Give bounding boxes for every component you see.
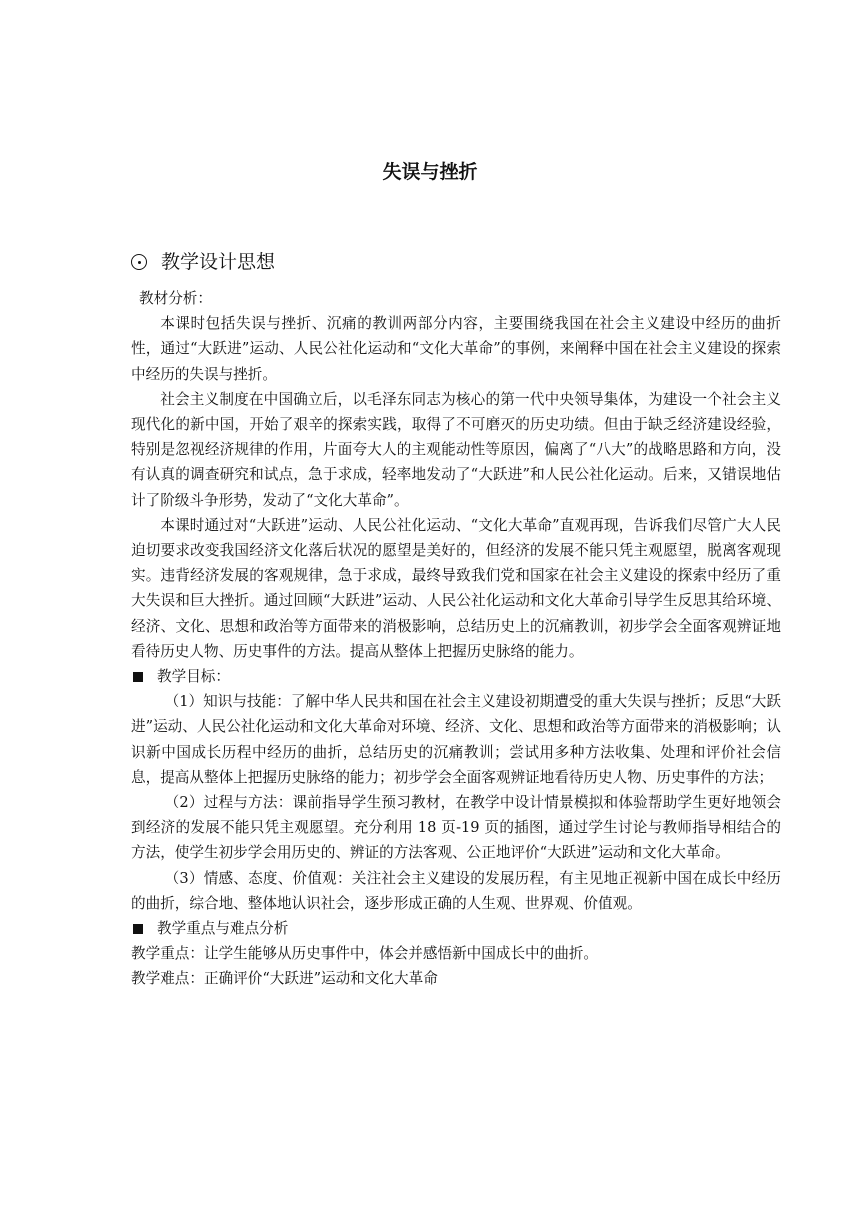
circle-dot-icon <box>131 254 147 270</box>
paragraph: 本课时包括失误与挫折、沉痛的教训两部分内容，主要围绕我国在社会主义建设中经历的曲折性，通过“大跃进”运动、人民公社化运动和“文化大革命”的事例，来阐释中国在社会主义建设的探索中经历的失误与挫折。 <box>131 315 781 383</box>
square-bullet-icon <box>133 672 143 682</box>
goal-item: （3）情感、态度、价值观：关注社会主义建设的发展历程，有主见地正视新中国在成长中经历的曲折，综合地、整体地认识社会，逐步形成正确的人生观、世界观、价值观。 <box>131 869 781 912</box>
paragraph: 本课时通过对“大跃进”运动、人民公社化运动、“文化大革命”直观再现，告诉我们尽管广大人民迫切要求改变我国经济文化落后状况的愿望是美好的，但经济的发展不能只凭主观愿望，脱离客观现实。违背经济发展的客观规律，急于求成，最终导致我们党和国家在社会主义建设的探索中经历了重大失误和巨大挫折。通过回顾“大跃进”运动、人民公社化运动和文化大革命引导学生反思其给环境、经济、文化、思想和政治等方面带来的消极影响，总结历史上的沉痛教训，初步学会全面客观辨证地看待历史人物、历史事件的方法。提高从整体上把握历史脉络的能力。 <box>131 516 781 660</box>
focus-point: 教学重点：让学生能够从历史事件中，体会并感悟新中国成长中的曲折。 <box>131 945 599 963</box>
focus-heading <box>131 916 781 941</box>
page-title: 失误与挫折 <box>382 161 478 183</box>
focus-heading-text: 教学重点与难点分析 <box>157 920 289 938</box>
paragraph: 社会主义制度在中国确立后，以毛泽东同志为核心的第一代中央领导集体，为建设一个社会主义现代化的新中国，开始了艰辛的探索实践，取得了不可磨灭的历史功绩。但由于缺乏经济建设经验，特别是忽视经济规律的作用，片面夸大人的主观能动性等原因，偏离了“八大”的战略思路和方向，没有认真的调查研究和试点，急于求成，轻率地发动了“大跃进”和人民公社化运动。后来，又错误地估计了阶级斗争形势，发动了“文化大革命”。 <box>131 390 781 509</box>
section-heading-text: 教学设计思想 <box>161 251 276 273</box>
goal-item: （1）知识与技能：了解中华人民共和国在社会主义建设初期遭受的重大失误与挫折；反思“大跃进”运动、人民公社化运动和文化大革命对环境、经济、文化、思想和政治等方面带来的消极影响；认识新中国成长历程中经历的曲折，总结历史的沉痛教训；尝试用多种方法收集、处理和评价社会信息，提高从整体上把握历史脉络的能力；初步学会全面客观辨证地看待历史人物、历史事件的方法； <box>131 693 781 786</box>
square-bullet-icon <box>133 924 143 934</box>
material-label: 教材分析： <box>139 290 212 307</box>
goal-item: （2）过程与方法：课前指导学生预习教材，在教学中设计情景模拟和体验帮助学生更好地领会到经济的发展不能只凭主观愿望。充分利用 18 页-19 页的插图，通过学生讨论与教师指导相结合的方法，使学生初步学会用历史的、辨证的方法客观、公正地评价“大跃进”运动和文化大革命。 <box>131 794 781 862</box>
difficulty-point: 教学难点：正确评价“大跃进”运动和文化大革命 <box>131 970 438 988</box>
goals-heading-text: 教学目标： <box>157 668 230 686</box>
goals-heading <box>131 664 781 689</box>
document-body <box>131 286 781 992</box>
section-heading <box>131 248 275 276</box>
